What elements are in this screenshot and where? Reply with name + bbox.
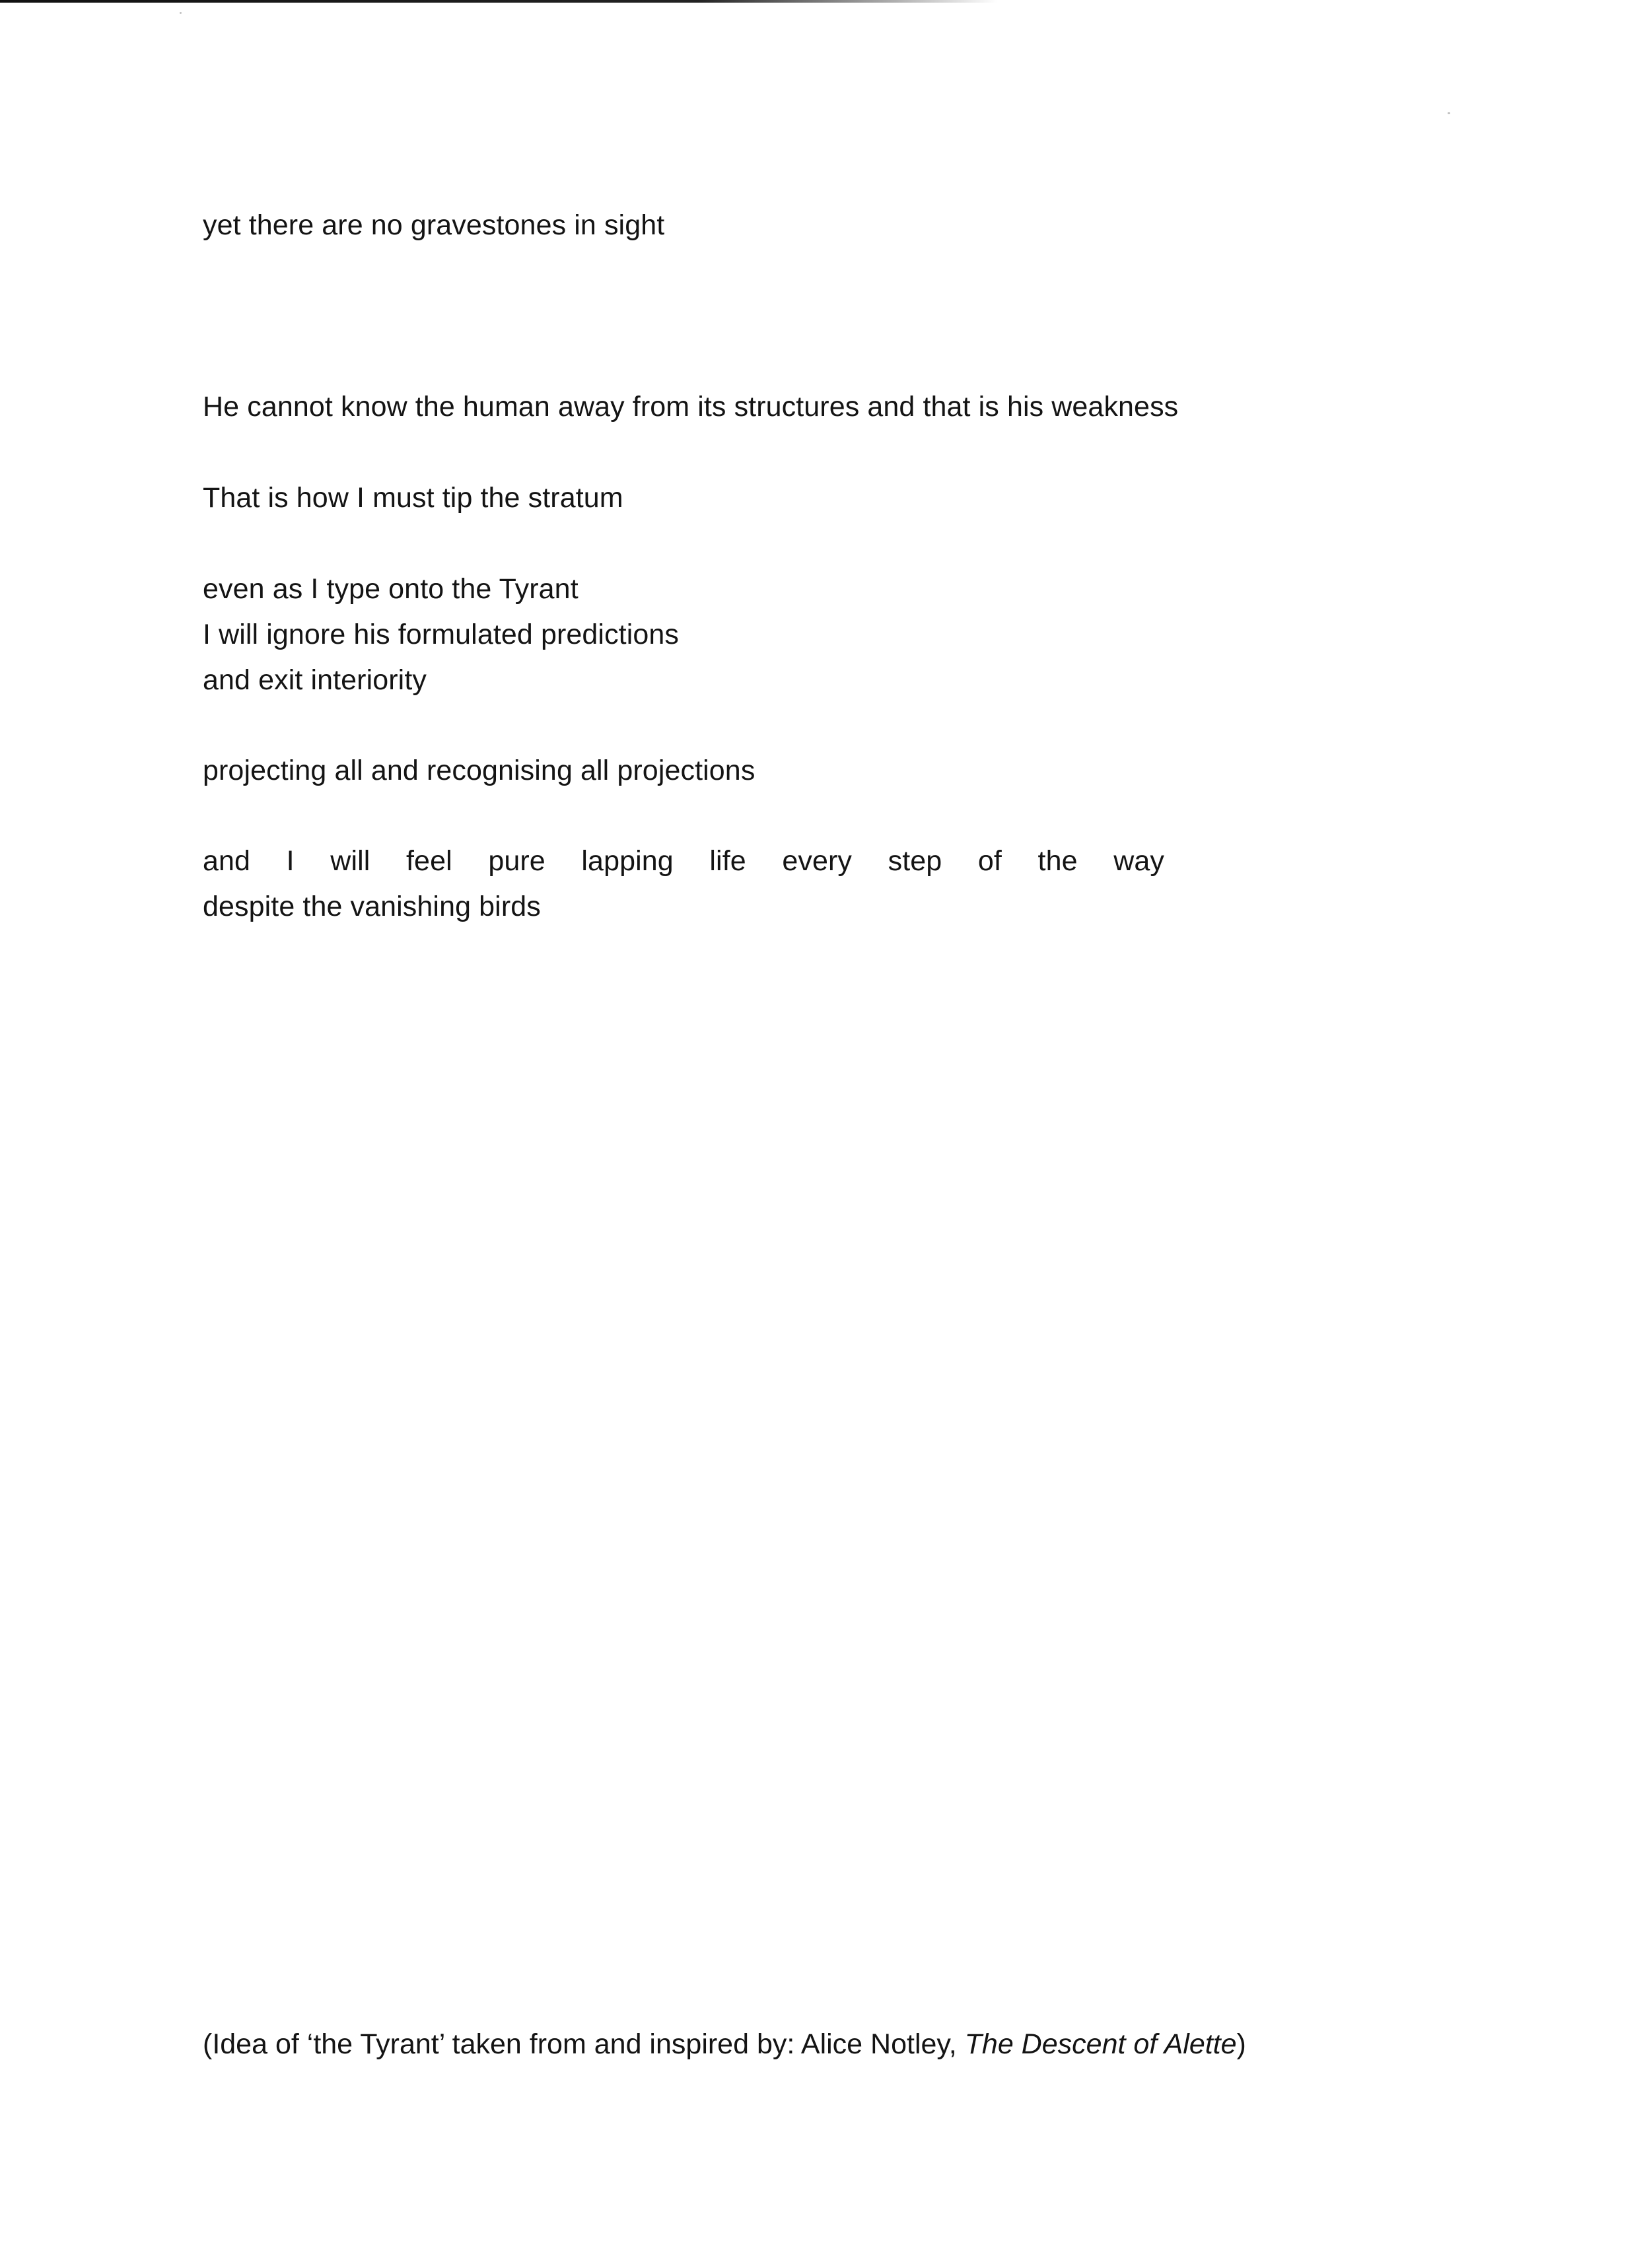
poem-line: He cannot know the human away from its structures and that is his weakness	[203, 391, 1179, 423]
poem-line: That is how I must tip the stratum	[203, 482, 623, 514]
poem-line: projecting all and recognising all projections	[203, 755, 755, 786]
poem-line: I will ignore his formulated predictions	[203, 619, 679, 650]
citation-prefix: (Idea of ‘the Tyrant’ taken from and inspired by: Alice Notley,	[203, 2028, 965, 2060]
scan-speck	[1448, 112, 1450, 114]
citation-note	[203, 2030, 1246, 2059]
poem-line: yet there are no gravestones in sight	[203, 209, 665, 241]
scan-edge-artifact	[0, 0, 997, 3]
poem-line: and I will feel pure lapping life every step of the way	[203, 845, 1164, 877]
poem-line: despite the vanishing birds	[203, 891, 541, 922]
citation-suffix: )	[1236, 2028, 1246, 2060]
scan-speck	[180, 12, 182, 14]
poem-line: and exit interiority	[203, 664, 427, 696]
citation-title: The Descent of Alette	[964, 2028, 1237, 2060]
poem-line: even as I type onto the Tyrant	[203, 573, 579, 605]
